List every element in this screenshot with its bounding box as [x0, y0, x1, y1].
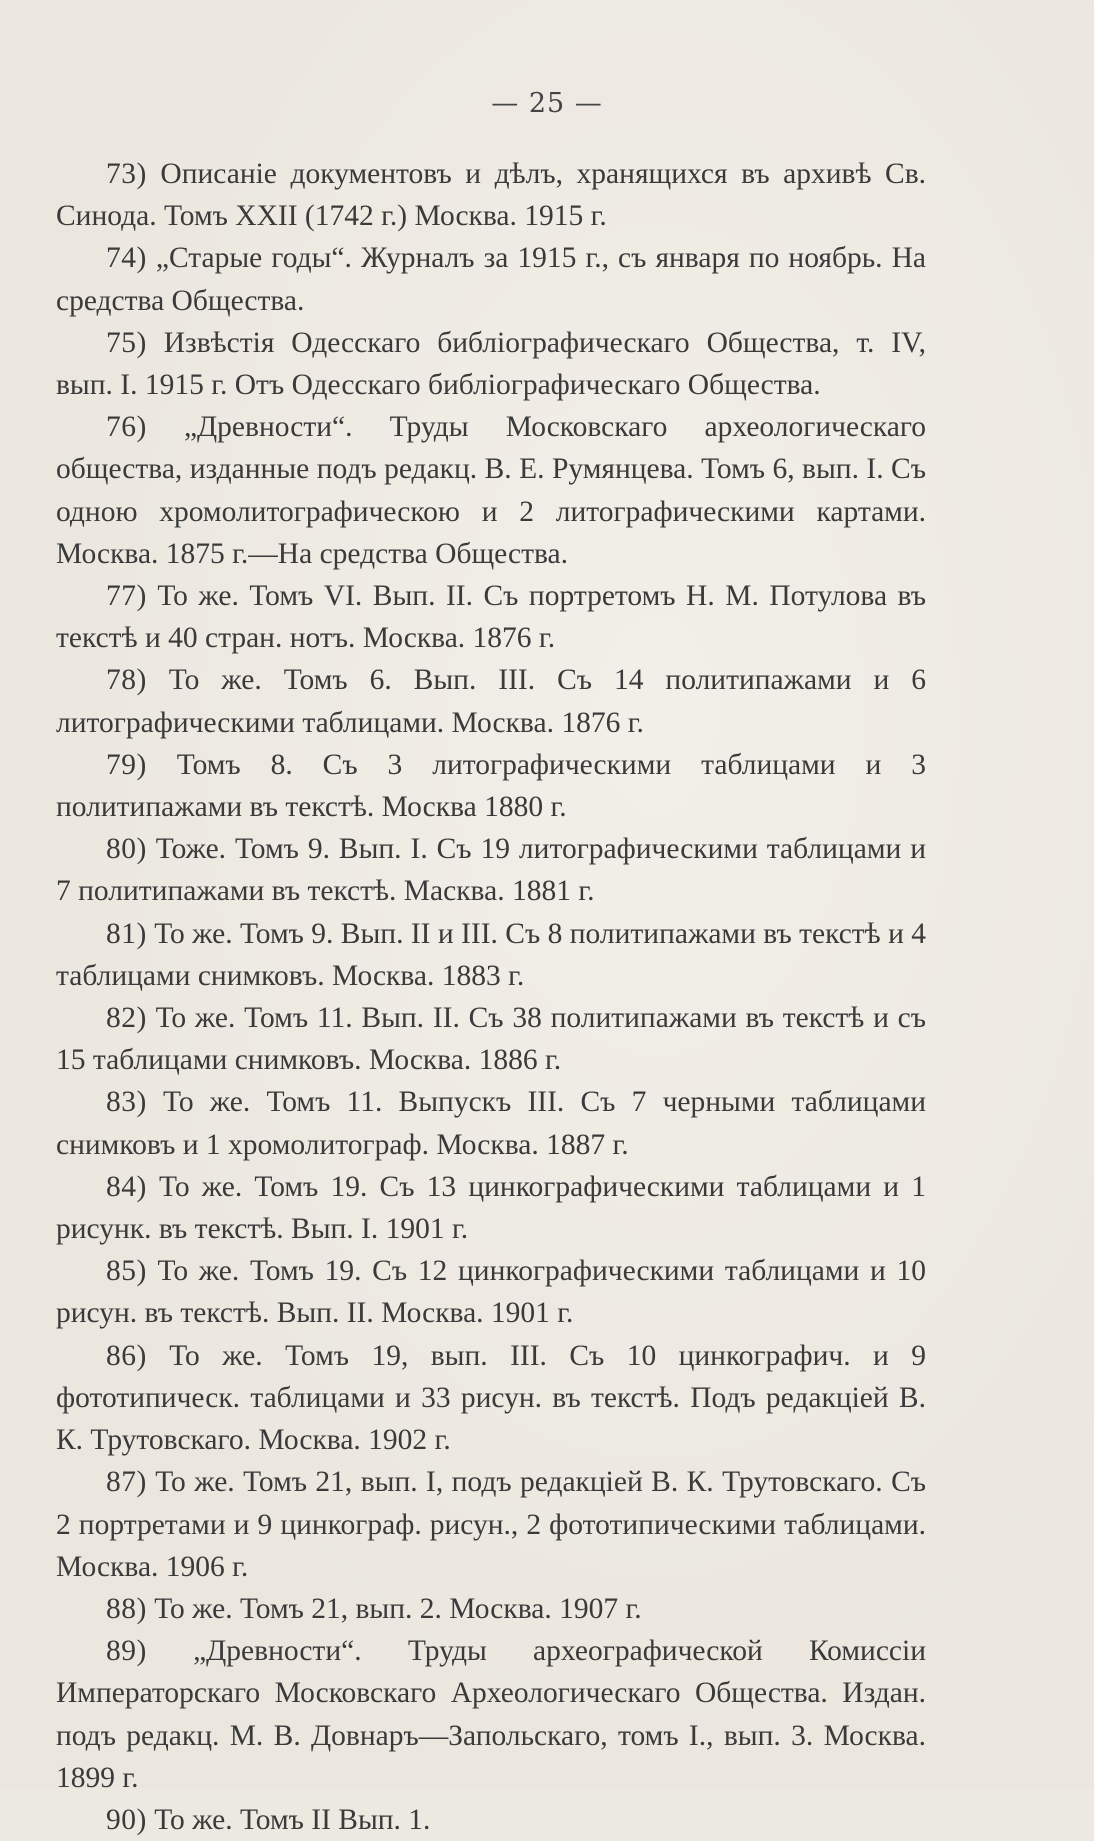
list-entry-89: [56, 1630, 926, 1799]
list-entry-73: [56, 153, 926, 237]
entry-text: То же. Томъ VI. Вып. II. Съ портретомъ Н. М. Потулова въ текстѣ и 40 стран. нотъ. Москва. 1876 г.: [56, 580, 927, 655]
entry-text: Тоже. Томъ 9. Вып. I. Съ 19 литографическими таблицами и 7 политипажами въ текстѣ. Масква. 1881 г.: [56, 833, 926, 908]
entry-text: Томъ 8. Съ 3 литографическими таблицами и 3 политипажами въ текстѣ. Москва 1880 г.: [56, 748, 926, 824]
entry-text: То же. Томъ 19. Съ 12 цинкографическими таблицами и 10 рисун. въ текстѣ. Вып. II. Москва. 1901 г.: [56, 1255, 927, 1330]
list-entry-83: [56, 1081, 926, 1165]
list-entry-82: [56, 997, 926, 1081]
entry-number: 79): [106, 748, 147, 781]
entry-number: 77): [106, 580, 147, 613]
entry-text: То же. Томъ 21, вып. 2. Москва. 1907 г.: [154, 1592, 642, 1625]
entry-text: „Старые годы“. Журналъ за 1915 г., съ января по ноябрь. На средства Общества.: [56, 242, 926, 317]
list-entry-85: [56, 1250, 926, 1334]
list-entry-78: [56, 659, 926, 743]
page-number: — 25 —: [491, 88, 603, 119]
list-entry-81: [56, 913, 926, 997]
entry-number: 80): [106, 833, 147, 866]
entry-number: 76): [106, 411, 147, 444]
entry-number: 74): [106, 242, 147, 275]
list-entry-77: [56, 575, 926, 659]
entry-number: 84): [106, 1170, 147, 1203]
entry-text: „Древности“. Труды Московскаго археологическаго общества, изданные подъ редакц. В. Е. Румянцева. Томъ 6, вып. I. Съ одною хромолитографическою и 2 литографическими картами. Москва. 1875 г.—На средства Общества.: [56, 411, 926, 570]
list-entry-86: [56, 1335, 926, 1462]
list-entry-80: [56, 828, 926, 912]
entry-number: 83): [106, 1086, 147, 1119]
entry-number: 85): [106, 1255, 147, 1288]
entry-number: 78): [106, 664, 147, 697]
entry-number: 90): [106, 1803, 147, 1836]
entry-text: То же. Томъ II Вып. 1.: [154, 1803, 431, 1836]
entry-text: То же. Томъ 19. Съ 13 цинкографическими таблицами и 1 рисунк. въ текстѣ. Вып. I. 1901 г.: [56, 1170, 927, 1246]
entry-text: То же. Томъ 21, вып. I, подъ редакціей В. К. Трутовскаго. Съ 2 портретами и 9 цинкограф. рисун., 2 фототипическими таблицами. Москва. 1906 г.: [56, 1466, 927, 1583]
list-entry-84: [56, 1166, 926, 1250]
list-entry-76: [56, 406, 926, 575]
entry-text: То же. Томъ 9. Вып. II и III. Съ 8 политипажами въ текстѣ и 4 таблицами снимковъ. Москва. 1883 г.: [56, 917, 927, 992]
bibliography-list: [56, 153, 926, 1841]
list-entry-74: [56, 237, 926, 321]
entry-number: 88): [106, 1592, 147, 1625]
entry-text: То же. Томъ 19, вып. III. Съ 10 цинкографич. и 9 фототипическ. таблицами и 33 рисун. въ текстѣ. Подъ редакціей В. К. Трутовскаго. Москва. 1902 г.: [56, 1339, 926, 1457]
entry-text: То же. Томъ 6. Вып. III. Съ 14 политипажами и 6 литографическими таблицами. Москва. 1876 г.: [56, 664, 927, 739]
list-entry-87: [56, 1461, 926, 1588]
entry-number: 73): [106, 158, 147, 190]
entry-text: Извѣстія Одесскаго библіографическаго Общества, т. IV, вып. I. 1915 г. Отъ Одесскаго библіографическаго Общества.: [56, 326, 926, 402]
entry-number: 81): [106, 917, 147, 950]
list-entry-90: [56, 1799, 926, 1841]
entry-number: 82): [106, 1002, 147, 1035]
list-entry-75: [56, 322, 926, 406]
entry-number: 75): [106, 326, 147, 359]
entry-text: То же. Томъ 11. Вып. II. Съ 38 политипажами въ текстѣ и съ 15 таблицами снимковъ. Москва. 1886 г.: [56, 1002, 927, 1077]
entry-text: „Древности“. Труды археографической Комиссіи Императорскаго Московскаго Археологическаго Общества. Издан. подъ редакц. М. В. Довнаръ—Запольскаго, томъ I., вып. 3. Москва. 1899 г.: [56, 1635, 926, 1794]
list-entry-88: [56, 1588, 926, 1630]
entry-number: 89): [106, 1635, 147, 1668]
list-entry-79: [56, 744, 926, 828]
entry-number: 87): [106, 1466, 147, 1499]
entry-number: 86): [106, 1339, 147, 1372]
entry-text: То же. Томъ 11. Выпускъ III. Съ 7 черными таблицами снимковъ и 1 хромолитограф. Москва. 1887 г.: [56, 1086, 926, 1161]
entry-text: Описаніе документовъ и дѣлъ, хранящихся въ архивѣ Св. Синода. Томъ XXII (1742 г.) Москва. 1915 г.: [56, 158, 926, 233]
